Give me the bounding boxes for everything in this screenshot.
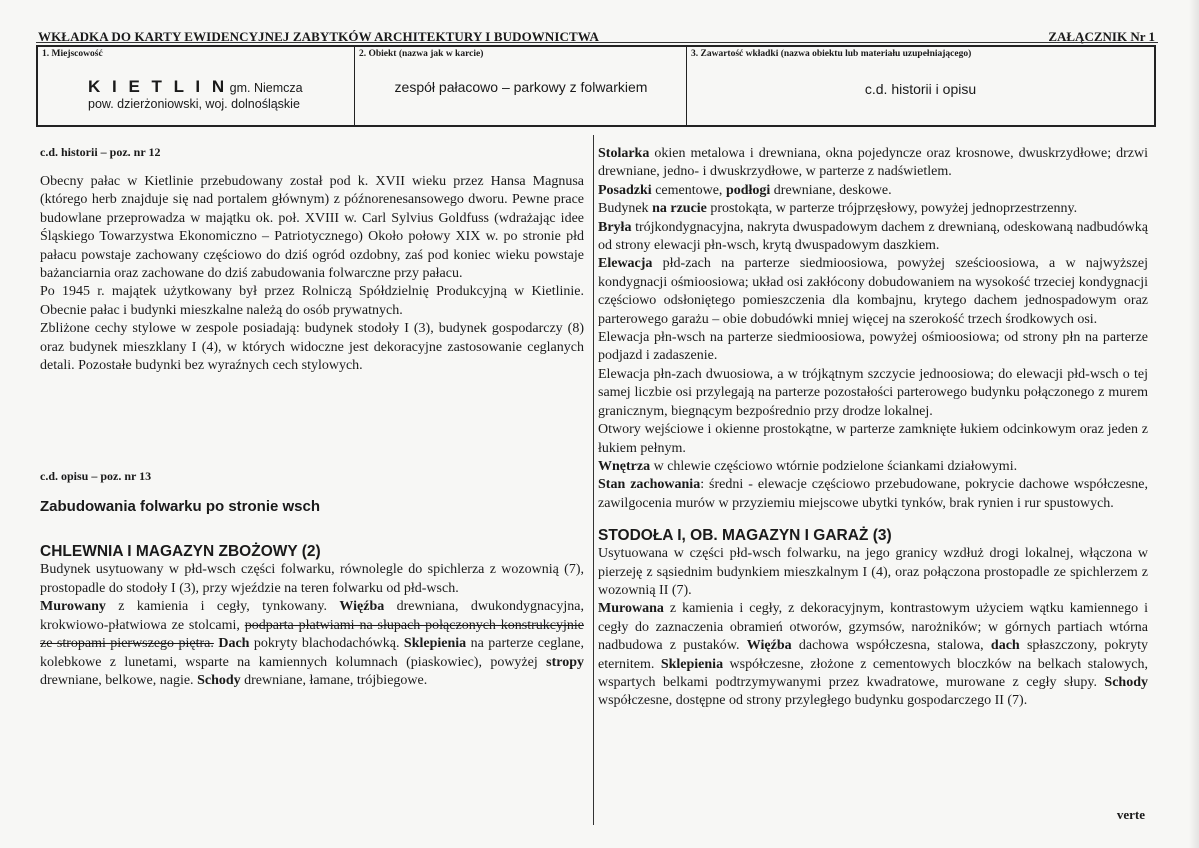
term: stropy (546, 654, 584, 670)
term: Stan zachowania (598, 477, 701, 493)
term: Więźba (746, 638, 792, 654)
history-paragraph: Zbliżone cechy stylowe w zespole posiadają: budynek stodoły I (3), budynek gospodarczy (8) oraz budynek mieszklany I (4), w których widoczne jest dekoracyjne zastosowanie ceglanych detali. Pozostałe budynki bez wyraźnych cech stylowych. (40, 321, 584, 374)
attachment-number: ZAŁĄCZNIK Nr 1 (1048, 29, 1155, 44)
building-paragraph (598, 600, 1148, 710)
text: pokryty blachodachówką. (249, 636, 404, 652)
description-paragraph (598, 182, 1148, 200)
term: Elewacja (598, 256, 653, 272)
term: Sklepienia (660, 656, 724, 672)
description-paragraph (598, 200, 1148, 218)
object-value: zespół pałacowo – parkowy z folwarkiem (394, 79, 648, 95)
left-column (40, 145, 584, 690)
term: Schody (197, 672, 241, 688)
building-title: STODOŁA I, OB. MAGAZYN I GARAŻ (3) (598, 527, 892, 545)
text: drewniane, belkowe, nagie. (40, 672, 198, 688)
text: okien metalowa i drewniana, okna pojedyncze oraz krosnowe, dwuskrzydłowe; drzwi drewniane, jedno- i dwuskrzydłowe, w parterze z nadświetlem. (598, 146, 1148, 180)
right-column (598, 145, 1148, 711)
text: z kamienia i cegły, z dekoracyjnym, kontrastowym użyciem wątku kamiennego i cegły do zaznaczenia obramień otworów, gzymsów, narożników; w górnych partiach wtórna nadbudowa z pustaków. (598, 601, 1148, 654)
text: spłaszczony, pokryty eternitem. (598, 638, 1148, 672)
history-heading: c.d. historii – poz. nr 12 (40, 145, 161, 159)
text: drewniana, dwukondygnacyjna, krokwiowo-płatwiowa ze stolcami, (40, 599, 584, 633)
text: współczesne, dostępne od strony przyległego budynku gospodarczego II (7). (598, 693, 1028, 709)
header-rule (36, 42, 1158, 43)
text: na parterze ceglane, kolebkowe z lunetami, wsparte na kamiennych kolumnach (piaskowiec), powyżej (40, 636, 585, 670)
term: Schody (1104, 674, 1148, 690)
text: : średni - elewacje częściowo przebudowane, pokrycie dachowe współczesne, zawilgocenia murów w przyziemiu miejscowe ubytki tynków, brak rynien i rur spustowych. (598, 477, 1149, 511)
history-paragraph: Po 1945 r. majątek użytkowany był przez Rolniczą Spółdzielnię Produkcyjną w Kietlinie. Obecnie pałac i budynki mieszkalne należą do osób prywatnych. (40, 284, 584, 318)
building-paragraph (40, 598, 584, 690)
contents-value: c.d. historii i opisu (864, 81, 977, 97)
district-voivodeship: pow. dzierżoniowski, woj. dolnośląskie (88, 97, 300, 111)
contents-cell (686, 47, 1154, 125)
form-title: WKŁADKA DO KARTY EWIDENCYJNEJ ZABYTKÓW ARCHITEKTURY I BUDOWNICTWA (38, 29, 599, 44)
section-title: Zabudowania folwarku po stronie wsch (40, 498, 321, 516)
building-paragraph: Usytuowana w części płd-wsch folwarku, na jego granicy wzdłuż drogi lokalnej, włączona w pierzeję z sąsiednim budynkiem mieszkalnym I (4), oraz połączona prostopadle ze spichlerzem z wozownią II (7). (598, 546, 1148, 598)
scan-edge (1189, 0, 1199, 848)
text: trójkondygnacyjna, nakryta dwuspadowym dachem z drewnianą, odeskowaną nadbudówką od strony elewacji płn-wsch, krytą dwuspadowym daszkiem. (598, 219, 1148, 254)
struck-text: podparta płatwiami na słupach połączonych konstrukcyjnie ze stropami pierwszego piętra. (40, 617, 584, 652)
text: prostokąta, w parterze trójprzęsłowy, powyżej jednoprzestrzenny. (706, 201, 1078, 217)
term: Bryła (598, 219, 632, 235)
locality-label: 1. Miejscowość (42, 49, 103, 59)
locality-value (88, 77, 303, 97)
description-paragraph (598, 145, 1148, 182)
description-paragraph (598, 219, 1148, 256)
locality-name: K I E T L I N (88, 77, 228, 96)
description-paragraph (598, 255, 1148, 329)
term: dach (990, 638, 1020, 654)
verte-note: verte (1116, 807, 1145, 822)
building-paragraph: Budynek usytuowany w płd-wsch części folwarku, równolegle do spichlerza z wozownią (7), prostopadle do stodoły I (3), przy wjeździe na teren folwarku od płd-wsch. (40, 562, 584, 596)
text: Budynek (598, 201, 653, 217)
text: drewniane, deskowe. (770, 182, 892, 198)
object-label: 2. Obiekt (nazwa jak w karcie) (359, 49, 484, 59)
text: współczesne, złożone z cementowych bloczków na belkach stalowych, wspartych belkami podtrzymywanymi przez kwadratowe, murowane z cegły słupy. (598, 656, 1148, 690)
header-table (36, 45, 1156, 127)
term: Wnętrza (598, 458, 651, 474)
description-paragraph: Otwory wejściowe i okienne prostokątne, w parterze zamknięte łukiem odcinkowym oraz jeden z łukiem pełnym. (598, 422, 1148, 456)
text: dachowa współczesna, stalowa, (791, 638, 991, 654)
column-divider (593, 135, 594, 825)
commune: gm. Niemcza (229, 81, 303, 95)
description-heading: c.d. opisu – poz. nr 13 (40, 469, 152, 484)
term: Sklepienia (403, 636, 467, 652)
term: Murowany (40, 599, 106, 615)
description-paragraph (598, 476, 1148, 513)
building-title: CHLEWNIA I MAGAZYN ZBOŻOWY (2) (40, 543, 321, 561)
object-cell (354, 47, 687, 125)
history-paragraph: Obecny pałac w Kietlinie przebudowany został pod k. XVII wieku przez Hansa Magnusa (którego herb znajduje się nad portalem głównym) z późnorenesansowego dworu. Pewne prace budowlane przeprowadza w majątku ok. poł. XVIII w. Carl Sylvius Goldfuss (wdrażając idee Śląskiego Towarzystwa Ekonomiczno – Patriotycznego) Około połowy XIX w. po stronie płd pałacu powstaje zachowany częściowo do dziś ogród ozdobny, zaś pod koniec wieku powstaje bażanciarnia oraz zachowane do dziś zabudowania folwarczne przy pałacu. (40, 174, 584, 282)
term: podłogi (725, 182, 771, 198)
text: drewniane, łamane, trójbiegowe. (240, 672, 428, 688)
description-paragraph: Elewacja płn-wsch na parterze siedmioosiowa, powyżej ośmioosiowa; od strony płn na parterze podjazd i zadaszenie. (598, 330, 1148, 364)
text: płd-zach na parterze siedmioosiowa, powyżej sześcioosiowa, a w najwyższej kondygnacji ośmioosiowa; układ osi zakłócony dobudowaniem na wysokość trzeciej kondygnacji częściowo odsłoniętego pomieszczenia dla kombajnu, krytego dachem jednospadowym oraz parterowego garażu – obie dobudówki mniej więcej na szerokość trzech środkowych osi. (598, 256, 1148, 327)
term: Stolarka (598, 146, 650, 161)
text: z kamienia i cegły, tynkowany. (105, 599, 340, 615)
term: na rzucie (652, 201, 707, 217)
text: w chlewie częściowo wtórnie podzielone ściankami działowymi. (650, 458, 1018, 474)
term: Posadzki (598, 182, 652, 198)
term: Więźba (339, 599, 385, 615)
locality-cell (38, 47, 354, 125)
contents-label: 3. Zawartość wkładki (nazwa obiektu lub materiału uzupełniającego) (691, 49, 972, 59)
term: Dach (218, 636, 250, 652)
description-paragraph (598, 458, 1148, 476)
text: cementowe, (651, 182, 726, 198)
term: Murowana (598, 601, 664, 617)
description-paragraph: Elewacja płn-zach dwuosiowa, a w trójkątnym szczycie jednoosiowa; do elewacji płd-wsch o tej samej liczbie osi przylegają na parterze pozostałości parterowego budynku połączonego z murem granicznym, biegnącym bezpośrednio przy drodze lokalnej. (598, 366, 1148, 419)
